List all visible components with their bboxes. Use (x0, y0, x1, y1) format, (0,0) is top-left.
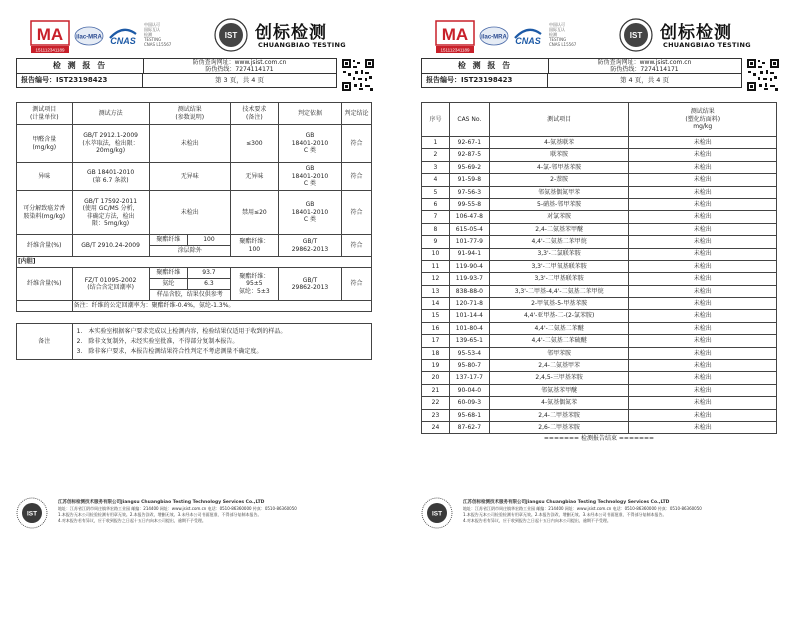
cell-cas: 95-80-7 (449, 360, 489, 372)
cell-seq: 14 (422, 298, 450, 310)
svg-text:CNAS: CNAS (515, 36, 541, 46)
page-footer (421, 497, 780, 529)
cell-name: 4,4'-二氨基二苯醚 (489, 322, 629, 334)
cell-seq: 4 (422, 174, 450, 186)
notes-list: 1. 本实验室根据客户要求完成以上检测内容，检验结果仅适用于收到的样品。 2. 除非文复制外，未经实验室批准，不得部分复制本报告。 3. 除非客户要求，本报告检测结果符合性判定不考虑测量不确定度。 (72, 324, 371, 360)
table-header-row (17, 103, 372, 125)
cell-seq: 17 (422, 335, 450, 347)
cnas-logo (106, 24, 140, 48)
cell-seq: 2 (422, 149, 450, 161)
cell-seq: 5 (422, 186, 450, 198)
cell-seq: 11 (422, 260, 450, 272)
table-row: 氨纶 6.3 (17, 279, 372, 290)
cell-result: 未检出 (629, 335, 777, 347)
table-row: 纤维含量(%) FZ/T 01095-2002 (结合含定回潮率) 聚酯纤维 93.7 聚酯纤维： 95±5 氨纶：5±3 GB/T 29862-2013 符合 (17, 268, 372, 279)
cell-name: 2-萘胺 (489, 174, 629, 186)
company-name: 江苏创标检测技术服务有限公司Jiangsu Chuangbiao Testing Technology Services Co.,LTD (58, 500, 265, 505)
col-item: 测试项目 (489, 103, 629, 137)
ma-label: MA (36, 25, 64, 44)
footer-text: 江苏创标检测技术服务有限公司Jiangsu Chuangbiao Testing Technology Services Co.,LTD 地址：江苏省江阴市周庄镇华宏路工业园 邮编：214400 网址：www.jsist.com.cn 电话：0510-86360000 传真：0510-86360050 1.本报告无本公司检验检测专用章无效。2.本报告涂改、增删无效。3.未经本公司书面批准，不得部分复制本报告。 4.对本报告若有异议，应于收到报告之日起十五日内向本公司提出，逾期不予受理。 (463, 500, 780, 524)
cell-cas: 97-56-3 (449, 186, 489, 198)
cell-result: 未检出 (629, 322, 777, 334)
table-row: 可分解致癌芳香 胺染料(mg/kg) GB/T 17592-2011 (使用 GC/MS 分析， 非确定方法，检出 限：5mg/kg) 未检出 禁用≤20 GB 18401-2010 C 类 符合 (17, 191, 372, 235)
cell-result: 未检出 (629, 260, 777, 272)
amine-table-body (422, 137, 777, 434)
table-row (422, 260, 777, 272)
table-row (422, 137, 777, 149)
ilac-logo (479, 25, 509, 47)
report-page-4 (405, 0, 790, 619)
qr-code[interactable] (746, 58, 780, 92)
svg-text:MA: MA (441, 25, 469, 44)
cell-name: 3,3'-二氯联苯胺 (489, 248, 629, 260)
company-name: 江苏创标检测技术服务有限公司Jiangsu Chuangbiao Testing Technology Services Co.,LTD (463, 500, 670, 505)
cell-cas: 137-17-7 (449, 372, 489, 384)
cell-seq: 8 (422, 223, 450, 235)
cell-cas: 95-53-4 (449, 347, 489, 359)
inner-section-label: [内胆] (17, 257, 372, 268)
table-row (422, 186, 777, 198)
cell-seq: 1 (422, 137, 450, 149)
report-page-3 (0, 0, 385, 619)
anti-fake-info: 防伪查询网址：www.jsist.com.cn 防伪热线：7274114171 (143, 59, 336, 74)
cell-result: 未检出 (629, 409, 777, 421)
cell-result: 未检出 (629, 285, 777, 297)
cell-result: 未检出 (629, 310, 777, 322)
svg-text:IST: IST (431, 510, 443, 518)
col-requirement: 技术要求 (备注) (230, 103, 278, 125)
cell-result: 未检出 (629, 397, 777, 409)
cnas-logo (511, 24, 545, 48)
anti-fake-info: 防伪查询网址：www.jsist.com.cn 防伪热线：7274114171 (548, 59, 741, 74)
page-footer (16, 497, 375, 529)
cell-result: 未检出 (629, 236, 777, 248)
cell-name: 邻氨基偶氮甲苯 (489, 186, 629, 198)
table-row (422, 335, 777, 347)
page-header (30, 15, 370, 57)
cell-seq: 3 (422, 161, 450, 173)
table-row: 甲醛含量 (mg/kg) GB/T 2912.1-2009 (水萃取法，检出限： 20mg/kg) 未检出 ≤300 GB 18401-2010 C 类 符合 (17, 125, 372, 163)
report-title-box (421, 58, 742, 88)
col-conclusion: 判定结论 (342, 103, 372, 125)
cell-name: 2,6-二甲基苯胺 (489, 421, 629, 433)
cell-seq: 21 (422, 384, 450, 396)
cell-name: 4-氨基偶氮苯 (489, 397, 629, 409)
cell-result: 未检出 (629, 137, 777, 149)
table-row (422, 211, 777, 223)
col-item: 测试项目 (计量单位) (17, 103, 73, 125)
report-title: 检 测 报 告 (422, 59, 549, 74)
table-row (422, 310, 777, 322)
table-row (422, 360, 777, 372)
footer-text: 江苏创标检测技术服务有限公司Jiangsu Chuangbiao Testing Technology Services Co.,LTD 地址：江苏省江阴市周庄镇华宏路工业园 邮编：214400 网址：www.jsist.com.cn 电话：0510-86360000 传真：0510-86360050 1.本报告无本公司检验检测专用章无效。2.本报告涂改、增删无效。3.未经本公司书面批准，不得部分复制本报告。 4.对本报告若有异议，应于收到报告之日起十五日内向本公司提出，逾期不予受理。 (58, 500, 375, 524)
ilac-logo (74, 25, 104, 47)
cell-name: 3,3'-二甲氧基联苯胺 (489, 260, 629, 272)
cell-name: 3,3'-二甲基-4,4'-二氨基二苯甲烷 (489, 285, 629, 297)
cell-name: 2,4-二氨基苯甲醚 (489, 223, 629, 235)
cell-result: 未检出 (629, 248, 777, 260)
cell-cas: 91-94-1 (449, 248, 489, 260)
brand-name: 创标检测 (660, 23, 732, 43)
cell-seq: 18 (422, 347, 450, 359)
page-indicator: 第 3 页，共 4 页 (214, 76, 265, 84)
cell-name: 4-氨基联苯 (489, 137, 629, 149)
ma-number: 151112341189 (35, 47, 65, 53)
aromatic-amine-table (421, 102, 777, 444)
cell-result: 未检出 (629, 149, 777, 161)
cell-result: 未检出 (629, 421, 777, 433)
table-row (422, 248, 777, 260)
cma-logo (435, 19, 475, 55)
cell-seq: 16 (422, 322, 450, 334)
remark-row (17, 301, 372, 312)
cell-seq: 13 (422, 285, 450, 297)
moisture-remark: 备注：纤维的公定回潮率为：聚酯纤维-0.4%，氨纶-1.3%。 (72, 301, 371, 312)
qr-code[interactable] (341, 58, 375, 92)
table-row (422, 347, 777, 359)
table-row: 样品含胶，结果仅供参考 (17, 290, 372, 301)
cell-seq: 24 (422, 421, 450, 433)
cell-cas: 60-09-3 (449, 397, 489, 409)
cell-result: 未检出 (629, 161, 777, 173)
table-row (422, 298, 777, 310)
table-row (422, 421, 777, 433)
cell-cas: 95-69-2 (449, 161, 489, 173)
brand-name-en: CHUANGBIAO TESTING (258, 41, 346, 49)
cell-cas: 101-80-4 (449, 322, 489, 334)
ist-seal-icon (421, 497, 453, 529)
cell-cas: 101-77-9 (449, 236, 489, 248)
cell-cas: 91-59-8 (449, 174, 489, 186)
cell-name: 4,4'-二氨基二苯硫醚 (489, 335, 629, 347)
col-basis: 判定依据 (278, 103, 341, 125)
report-end-text: ======= 检测报告结束 ======= (543, 435, 655, 443)
cell-seq: 9 (422, 236, 450, 248)
spacer-row (17, 312, 372, 324)
cell-seq: 7 (422, 211, 450, 223)
svg-text:IST: IST (629, 31, 643, 40)
ist-logo (213, 17, 249, 53)
cell-cas: 99-55-8 (449, 198, 489, 210)
cell-cas: 838-88-0 (449, 285, 489, 297)
table-row (422, 198, 777, 210)
cma-logo (30, 19, 70, 55)
table-row (422, 149, 777, 161)
table-row (422, 174, 777, 186)
ilac-label: ilac-MRA (76, 34, 102, 41)
brand-name-en: CHUANGBIAO TESTING (663, 41, 751, 49)
cell-seq: 22 (422, 397, 450, 409)
table-row: 异味 GB 18401-2010 (第 6.7 条款) 无异味 无异味 GB 18401-2010 C 类 符合 (17, 163, 372, 191)
ist-seal-icon (16, 497, 48, 529)
cell-result: 未检出 (629, 372, 777, 384)
notes-row (17, 324, 372, 360)
brand-name: 创标检测 (255, 23, 327, 43)
cell-cas: 106-47-8 (449, 211, 489, 223)
cell-name: 2,4,5-三甲基苯胺 (489, 372, 629, 384)
cell-result: 未检出 (629, 223, 777, 235)
col-cas: CAS No. (449, 103, 489, 137)
cell-name: 邻甲苯胺 (489, 347, 629, 359)
report-number: 报告编号：IST23198423 (17, 73, 143, 87)
col-result: 测试结果 (参数说明) (149, 103, 230, 125)
cell-result: 未检出 (629, 174, 777, 186)
report-number: 报告编号：IST23198423 (422, 73, 548, 87)
cell-result: 未检出 (629, 273, 777, 285)
table-row (422, 285, 777, 297)
cell-cas: 120-71-8 (449, 298, 489, 310)
cnas-label: CNAS (110, 36, 136, 46)
cell-cas: 101-14-4 (449, 310, 489, 322)
cell-seq: 19 (422, 360, 450, 372)
cell-name: 对氯苯胺 (489, 211, 629, 223)
cert-text: 中国认可 国际互认 检测 TESTING CNAS L15567 (549, 22, 577, 47)
cell-seq: 15 (422, 310, 450, 322)
cell-result: 未检出 (629, 298, 777, 310)
cell-result: 未检出 (629, 360, 777, 372)
cell-name: 4,4'-亚甲基-二-(2-氯苯胺) (489, 310, 629, 322)
cert-text: 中国认可 国际互认 检测 TESTING CNAS L15567 (144, 22, 172, 47)
section-row (17, 257, 372, 268)
cell-name: 4-氯-邻甲基苯胺 (489, 161, 629, 173)
cell-cas: 119-93-7 (449, 273, 489, 285)
cell-cas: 615-05-4 (449, 223, 489, 235)
table-row (422, 273, 777, 285)
cell-result: 未检出 (629, 211, 777, 223)
table-row (422, 322, 777, 334)
table-row (422, 409, 777, 421)
cell-name: 2,4-二甲基苯胺 (489, 409, 629, 421)
cell-result: 未检出 (629, 186, 777, 198)
table-row (422, 397, 777, 409)
table-row (422, 372, 777, 384)
notes-label: 备注 (17, 324, 73, 360)
cell-seq: 20 (422, 372, 450, 384)
col-result: 测试结果 (塑化纺面料) mg/kg (629, 103, 777, 137)
table-row (422, 236, 777, 248)
cell-name: 5-硝基-邻甲苯胺 (489, 198, 629, 210)
cell-seq: 10 (422, 248, 450, 260)
cell-name: 2,4-二氨基甲苯 (489, 360, 629, 372)
table-header-row (422, 103, 777, 137)
table-row (422, 223, 777, 235)
ist-label: IST (224, 31, 238, 40)
cell-seq: 12 (422, 273, 450, 285)
cell-cas: 95-68-1 (449, 409, 489, 421)
page-header (435, 15, 775, 57)
svg-text:IST: IST (26, 510, 38, 518)
table-row: 纤维含量(%) GB/T 2910.24-2009 聚酯纤维 100 聚酯纤维： 100 GB/T 29862-2013 符合 (17, 235, 372, 246)
cell-name: 4,4'-二氨基二苯甲烷 (489, 236, 629, 248)
cell-cas: 119-90-4 (449, 260, 489, 272)
ist-logo (618, 17, 654, 53)
cell-result: 未检出 (629, 198, 777, 210)
page-indicator: 第 4 页，共 4 页 (619, 76, 670, 84)
cell-cas: 92-87-5 (449, 149, 489, 161)
cell-name: 2-甲氧基-5-甲基苯胺 (489, 298, 629, 310)
cell-seq: 6 (422, 198, 450, 210)
test-results-table (16, 102, 372, 360)
report-title: 检 测 报 告 (17, 59, 144, 74)
cell-name: 邻氨基苯甲醚 (489, 384, 629, 396)
col-no: 序号 (422, 103, 450, 137)
cell-seq: 23 (422, 409, 450, 421)
report-title-box (16, 58, 337, 88)
cell-cas: 90-04-0 (449, 384, 489, 396)
table-row: 涂层除外 (17, 246, 372, 257)
col-method: 测试方法 (72, 103, 149, 125)
cell-name: 联苯胺 (489, 149, 629, 161)
svg-text:151112341189: 151112341189 (440, 47, 470, 53)
cell-cas: 139-65-1 (449, 335, 489, 347)
cell-result: 未检出 (629, 347, 777, 359)
cell-name: 3,3'-二甲基联苯胺 (489, 273, 629, 285)
cell-result: 未检出 (629, 384, 777, 396)
cell-cas: 92-67-1 (449, 137, 489, 149)
svg-text:ilac-MRA: ilac-MRA (481, 34, 507, 41)
table-row (422, 384, 777, 396)
table-row (422, 161, 777, 173)
cell-cas: 87-62-7 (449, 421, 489, 433)
